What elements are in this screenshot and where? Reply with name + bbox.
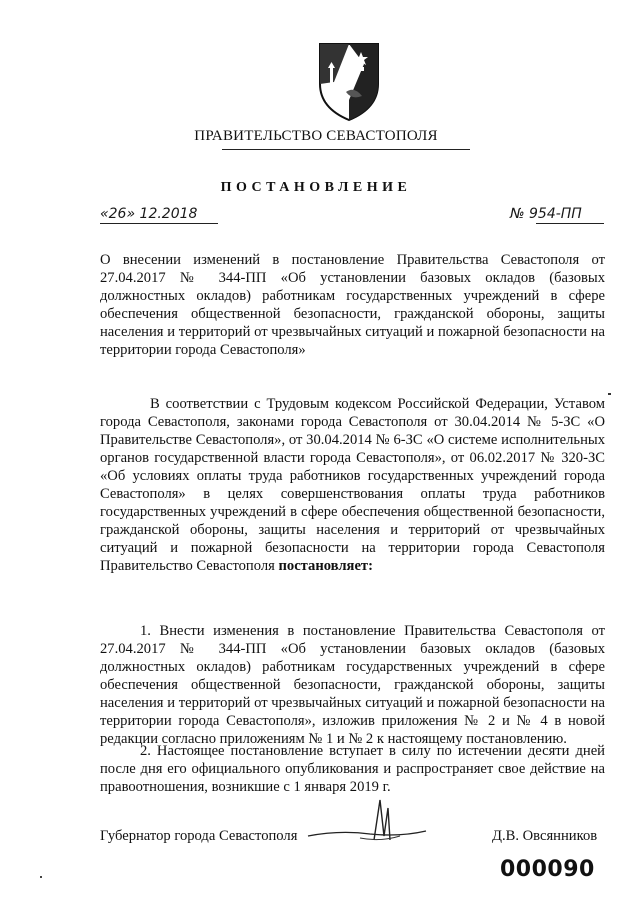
government-title: ПРАВИТЕЛЬСТВО СЕВАСТОПОЛЯ <box>194 128 438 144</box>
preamble-text: В соответствии с Трудовым кодексом Российской Федерации, Уставом города Севастополя, законами города Севастополя от 30.04.2014 № 5-ЗС «О Правительстве Севастополя», от 30.04.2014 № 6-ЗС «О системе исполнительных органов государственной власти города Севастополя», от 06.02.2017 № 320-ЗС «Об условиях оплаты труда работников государственных учреждений города Севастополя» в целях совершенствования оплаты труда работников государственных учреждений в сфере обеспечения общественной безопасности, гражданской обороны, защиты населения и территорий от чрезвычайных ситуаций и пожарной безопасности на территории города Севастополя Правительство Севастополя <box>100 396 605 574</box>
sevastopol-coat-of-arms-icon <box>316 40 382 122</box>
handwritten-signature <box>300 790 430 850</box>
resolves-colon: : <box>368 558 373 574</box>
scan-mark <box>40 876 42 878</box>
document-number: № 954-ПП <box>510 206 582 222</box>
preamble <box>100 395 605 575</box>
registration-number: 000090 <box>500 857 595 882</box>
date-underline <box>100 223 218 224</box>
resolution-item-2: 2. Настоящее постановление вступает в силу по истечении десяти дней после дня его официального опубликования и распространяет свое действие на правоотношения, возникшие с 1 января 2019 г. <box>100 743 605 795</box>
resolves-keyword: постановляет <box>278 558 369 574</box>
signatory-name: Д.В. Овсянников <box>492 828 598 844</box>
divider <box>222 149 470 150</box>
signatory-position: Губернатор города Севастополя <box>100 828 298 844</box>
document-date: «26» 12.2018 <box>100 206 198 222</box>
scan-mark <box>608 393 611 395</box>
resolution-item-1: 1. Внести изменения в постановление Правительства Севастополя от 27.04.2017 № 344-ПП «Об установлении базовых окладов (базовых должностных окладов) работникам государственных учреждений в сфере обеспечения общественной безопасности, гражданской обороны, защиты населения и территорий от чрезвычайных ситуаций и пожарной безопасности на территории города Севастополя», изложив приложения № 2 и № 4 в новой редакции согласно приложениям № 1 и № 2 к настоящему постановлению. <box>100 623 605 747</box>
document-subject: О внесении изменений в постановление Правительства Севастополя от 27.04.2017 № 344-ПП «Об установлении базовых окладов (базовых должностных окладов) работникам государственных учреждений в сфере обеспечения общественной безопасности, гражданской обороны, защиты населения и территорий от чрезвычайных ситуаций и пожарной безопасности на территории города Севастополя» <box>100 252 605 358</box>
number-underline <box>536 223 604 224</box>
document-type: ПОСТАНОВЛЕНИЕ <box>220 180 412 195</box>
